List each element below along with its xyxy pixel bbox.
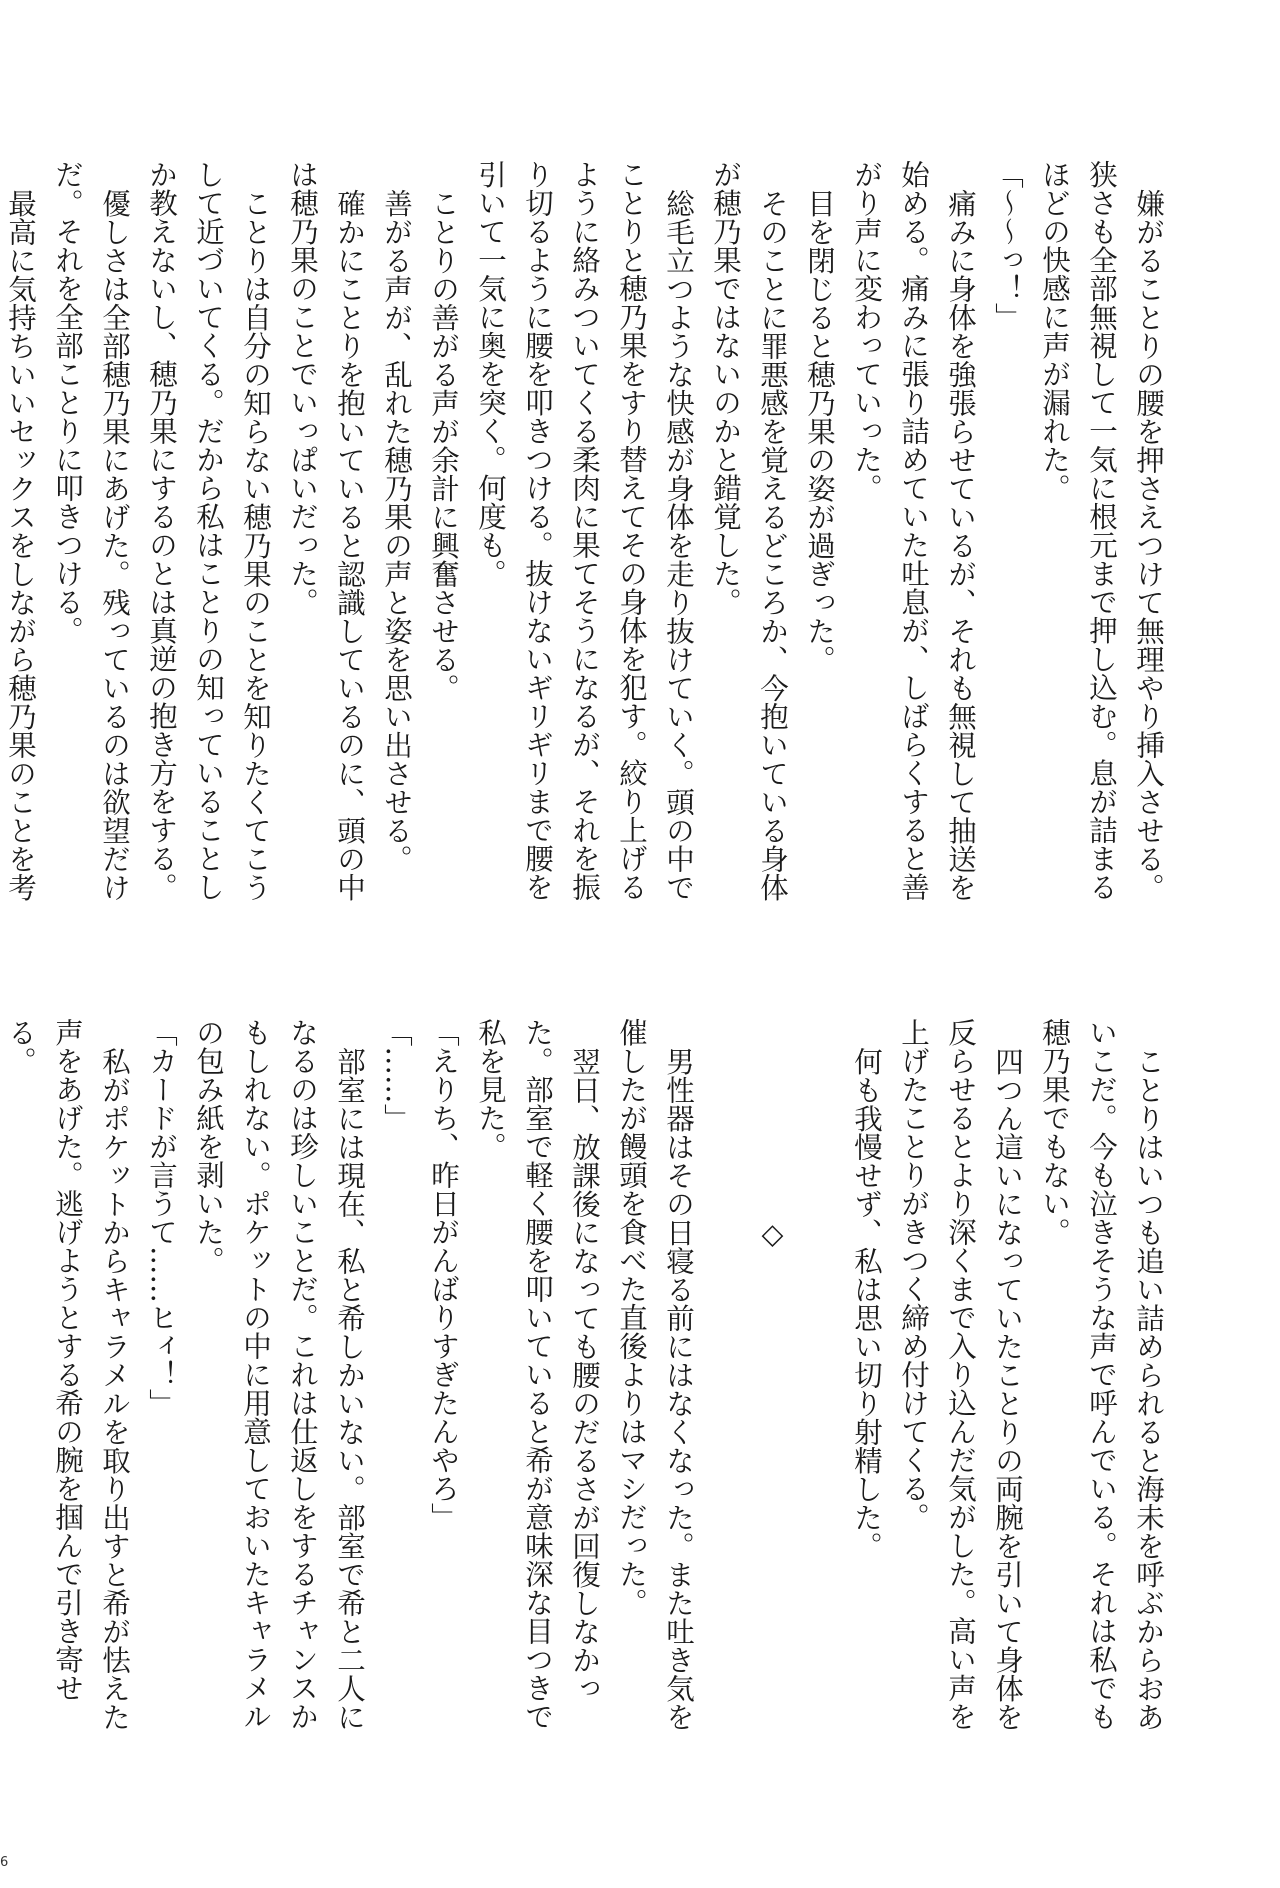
paragraph: 最高に気持ちいいセックスをしながら穂乃果のことを考 <box>4 188 37 901</box>
paragraph: 確かにことりを抱いていると認識しているのに、頭の中は穂乃果のことでいっぱいだった。 <box>286 160 366 901</box>
paragraph: 優しさは全部穂乃果にあげた。残っているのは欲望だけだ。それを全部ことりに叩きつける。 <box>51 160 131 901</box>
paragraph <box>796 1018 843 1758</box>
paragraph: 「〜〜っ！」 <box>991 160 1024 331</box>
paragraph: 目を閉じると穂乃果の姿が過ぎった。 <box>803 188 836 673</box>
paragraph: 四つん這いになっていたことりの両腕を引いて身体を反らせるとより深くまで入り込んだ気がした。高い声を上げたことりがきつく締め付けてくる。 <box>897 1018 1024 1731</box>
paragraph: 「えりち、昨日がんばりすぎたんやろ」 <box>427 1018 460 1531</box>
top-text-block <box>0 160 1172 920</box>
page-number: 6 <box>0 1855 9 1870</box>
paragraph: 痛みに身体を強張らせているが、それも無視して抽送を始める。痛みに張り詰めていた吐息が、しばらくすると善がり声に変わっていった。 <box>850 160 977 901</box>
paragraph: 私がポケットからキャラメルを取り出すと希が怯えた声をあげた。逃げようとする希の腕を掴んで引き寄せる。 <box>4 1018 131 1731</box>
paragraph: 嫌がることりの腰を押さえつけて無理やり挿入させる。狭さも全部無視して一気に根元まで押し込む。息が詰まるほどの快感に声が漏れた。 <box>1038 160 1165 901</box>
paragraph: ◇ <box>756 1018 789 1251</box>
paragraph: 何も我慢せず、私は思い切り射精した。 <box>850 1046 883 1560</box>
paragraph: 「カードが言うて……ヒィ！」 <box>145 1018 178 1417</box>
paragraph: そのことに罪悪感を覚えるどころか、今抱いている身体が穂乃果ではないのかと錯覚した。 <box>709 160 789 901</box>
bottom-text-block <box>0 1018 1172 1758</box>
paragraph: 善がる声が、乱れた穂乃果の声と姿を思い出させる。 <box>380 188 413 873</box>
paragraph: 総毛立つような快感が身体を走り抜けていく。頭の中でことりと穂乃果をすり替えてその身体を犯す。絞り上げるように絡みついてくる柔肉に果てそうになるが、それを振り切るように腰を叩きつける。抜けないギリギリまで腰を引いて一気に奥を突く。何度も。 <box>474 160 695 901</box>
paragraph: 男性器はその日寝る前にはなくなった。また吐き気を催したが饅頭を食べた直後よりはマシだった。 <box>615 1018 695 1731</box>
paragraph: ことりはいつも追い詰められると海未を呼ぶからおあいこだ。今も泣きそうな声で呼んでいる。それは私でも穂乃果でもない。 <box>1038 1018 1165 1731</box>
paragraph <box>702 1018 749 1758</box>
paragraph: ことりは自分の知らない穂乃果のことを知りたくてこうして近づいてくる。だから私はことりの知っていることしか教えないし、穂乃果にするのとは真逆の抱き方をする。 <box>145 160 272 901</box>
paragraph: 翌日、放課後になっても腰のだるさが回復しなかった。部室で軽く腰を叩いていると希が意味深な目つきで私を見た。 <box>474 1018 601 1731</box>
paragraph: ことりの善がる声が余計に興奮させる。 <box>427 188 460 702</box>
paragraph: 部室には現在、私と希しかいない。部室で希と二人になるのは珍しいことだ。これは仕返しをするチャンスかもしれない。ポケットの中に用意しておいたキャラメルの包み紙を剥いた。 <box>192 1018 366 1731</box>
paragraph: 「……」 <box>380 1018 413 1132</box>
